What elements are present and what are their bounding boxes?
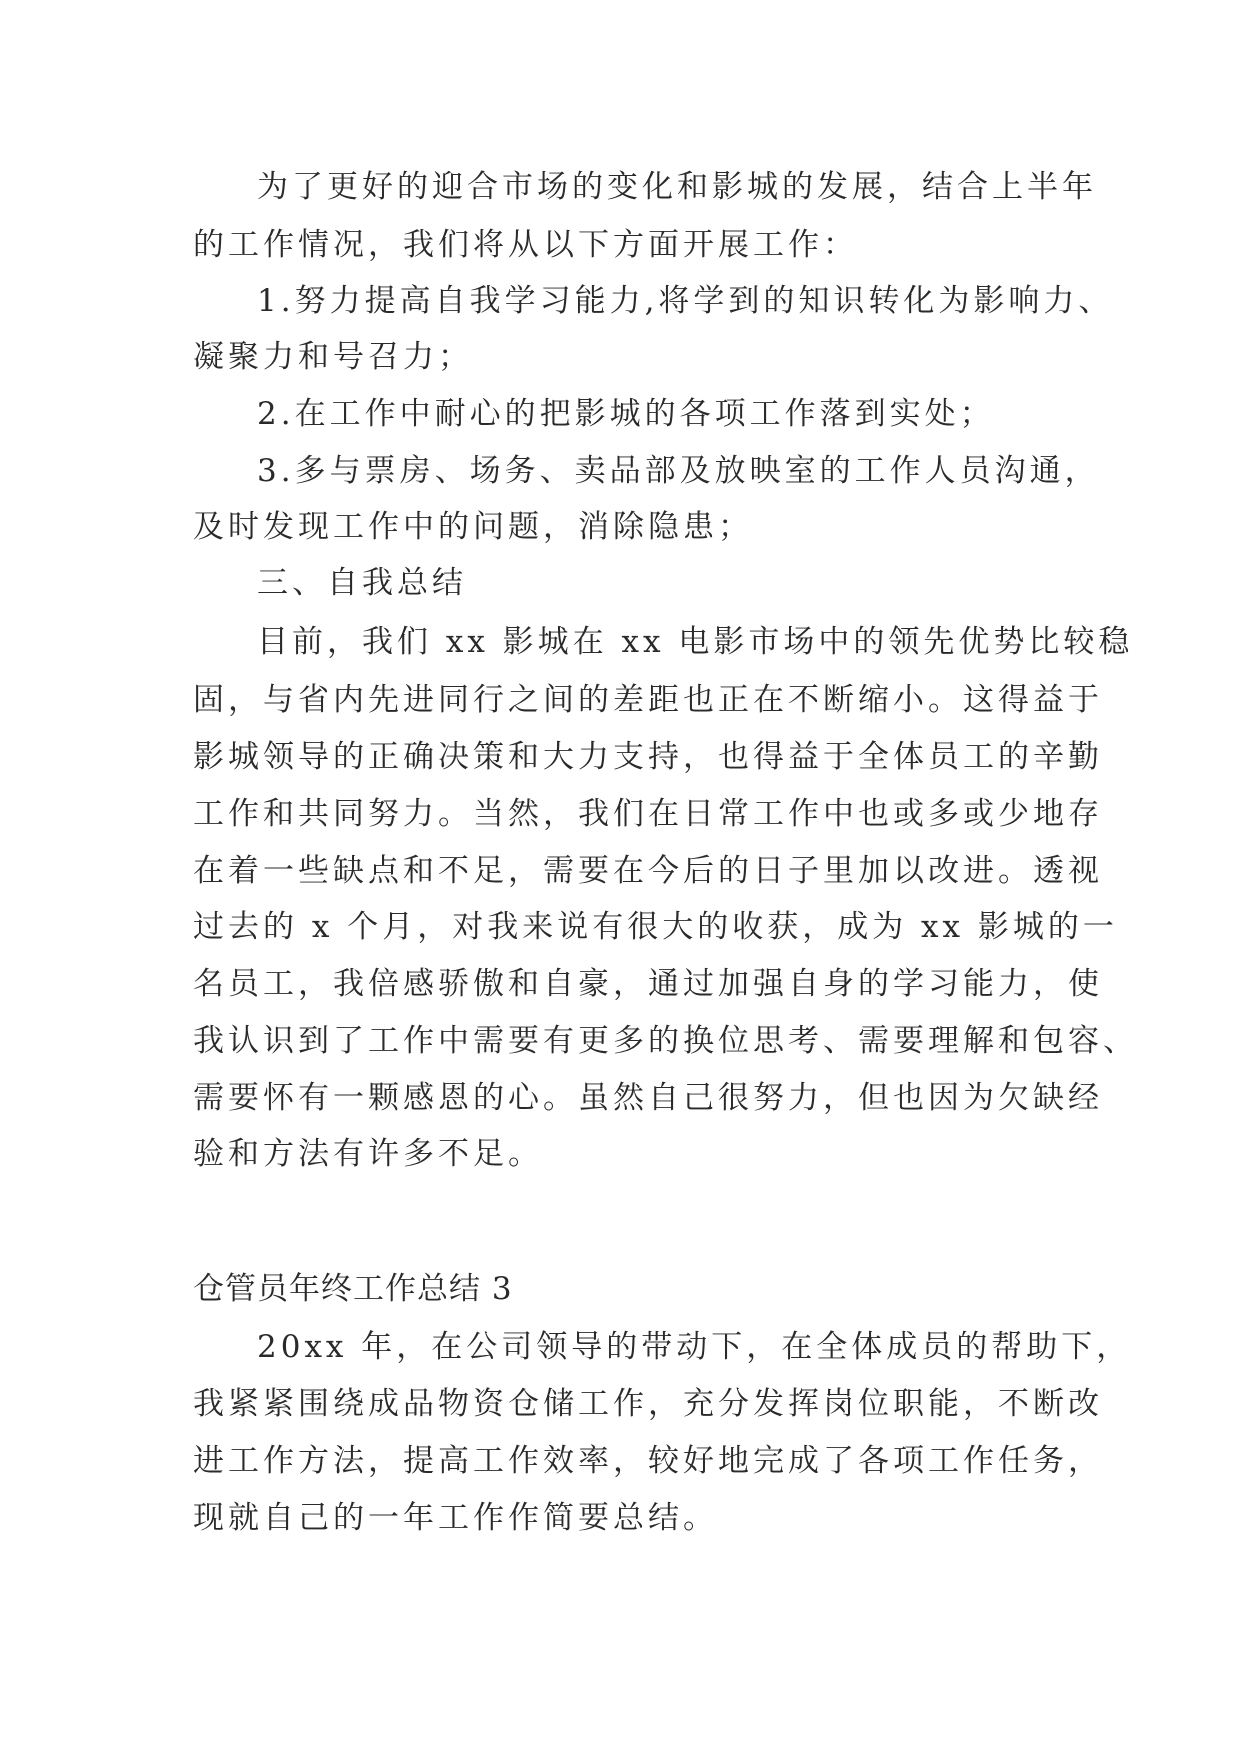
list-item-1: 1.努力提高自我学习能力,将学到的知识转化为影响力、 xyxy=(257,283,1114,319)
paragraph-line: 现就自己的一年工作作简要总结。 xyxy=(193,1500,718,1536)
list-item-3: 3.多与票房、场务、卖品部及放映室的工作人员沟通， xyxy=(257,453,1100,489)
paragraph-line: 的工作情况，我们将从以下方面开展工作： xyxy=(193,227,858,263)
paragraph-line: 我紧紧围绕成品物资仓储工作，充分发挥岗位职能，不断改 xyxy=(193,1386,1103,1422)
paragraph-line: 目前，我们 xx 影城在 xx 电影市场中的领先优势比较稳 xyxy=(257,624,1134,660)
list-item-1-cont: 凝聚力和号召力； xyxy=(193,339,473,375)
paragraph-line: 影城领导的正确决策和大力支持，也得益于全体员工的辛勤 xyxy=(193,739,1103,775)
paragraph-line: 工作和共同努力。当然，我们在日常工作中也或多或少地存 xyxy=(193,796,1103,832)
paragraph-line: 在着一些缺点和不足，需要在今后的日子里加以改进。透视 xyxy=(193,853,1103,889)
list-item-3-cont: 及时发现工作中的问题，消除隐患； xyxy=(193,509,753,545)
paragraph-line: 需要怀有一颗感恩的心。虽然自己很努力，但也因为欠缺经 xyxy=(193,1080,1103,1116)
paragraph-line: 验和方法有许多不足。 xyxy=(193,1136,543,1172)
paragraph-line: 20xx 年，在公司领导的带动下，在全体成员的帮助下， xyxy=(257,1329,1132,1365)
paragraph-line: 固，与省内先进同行之间的差距也正在不断缩小。这得益于 xyxy=(193,682,1103,718)
list-item-2: 2.在工作中耐心的把影城的各项工作落到实处； xyxy=(257,396,995,432)
paragraph-line: 过去的 x 个月，对我来说有很大的收获，成为 xx 影城的一 xyxy=(193,909,1118,945)
paragraph-line: 为了更好的迎合市场的变化和影城的发展，结合上半年 xyxy=(257,169,1097,205)
paragraph-line: 我认识到了工作中需要有更多的换位思考、需要理解和包容、 xyxy=(193,1023,1138,1059)
paragraph-line: 名员工，我倍感骄傲和自豪，通过加强自身的学习能力，使 xyxy=(193,966,1103,1002)
paragraph-line: 进工作方法，提高工作效率，较好地完成了各项工作任务， xyxy=(193,1443,1103,1479)
subheading: 三、自我总结 xyxy=(257,565,467,601)
section-title: 仓管员年终工作总结 3 xyxy=(193,1271,513,1307)
